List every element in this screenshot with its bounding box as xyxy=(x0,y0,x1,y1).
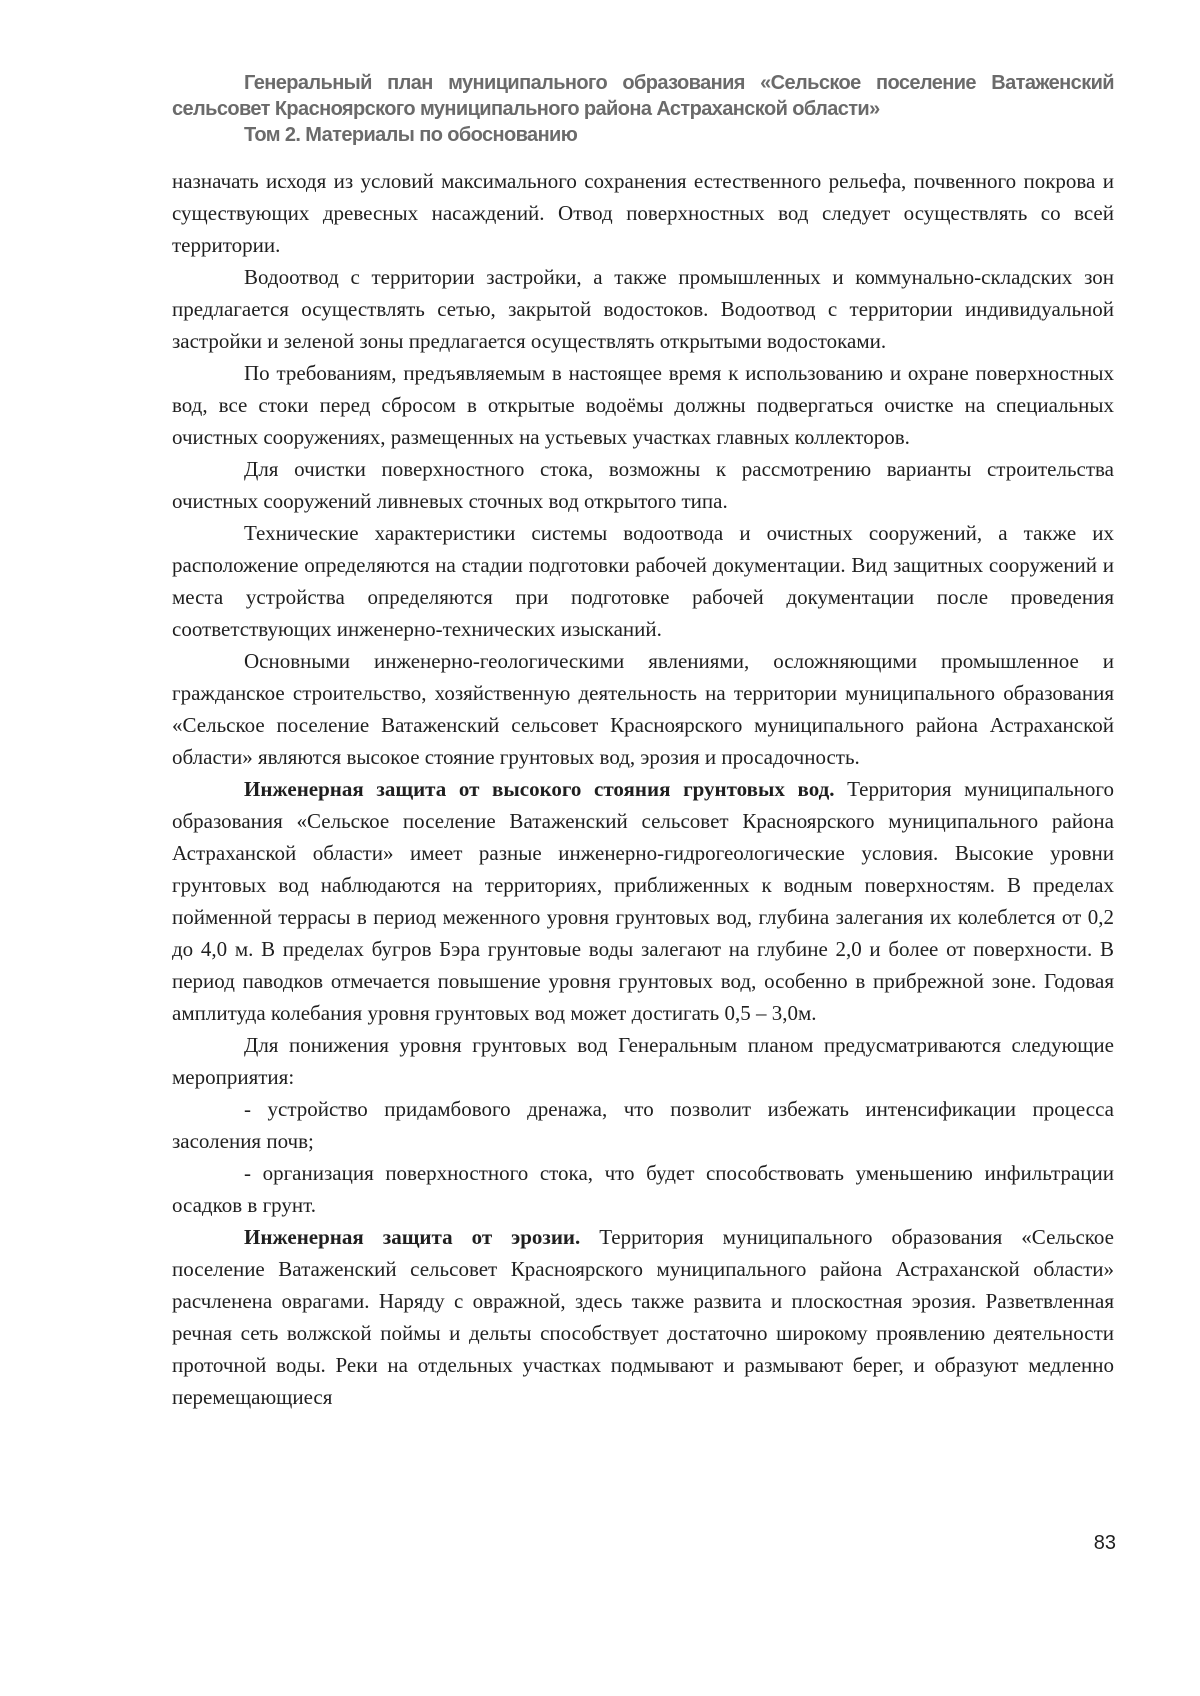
header-line-2: сельсовет Красноярского муниципального района Астраханской области» xyxy=(172,98,880,120)
paragraph xyxy=(172,165,1114,261)
paragraph xyxy=(172,453,1114,517)
paragraph-text: Для очистки поверхностного стока, возможны к рассмотрению варианты строительства очистных сооружений ливневых сточных вод открытого типа. xyxy=(172,457,1114,513)
paragraph-text: Территория муниципального образования «Сельское поселение Ватаженский сельсовет Красноярского муниципального района Астраханской области» имеет разные инженерно-гидрогеологические условия. Высокие уровни грунтовых вод наблюдаются на территориях, приближенных к водным поверхностям. В пределах пойменной террасы в период меженного уровня грунтовых вод, глубина залегания их колеблется от 0,2 до 4,0 м. В пределах бугров Бэра грунтовые воды залегают на глубине 2,0 и более от поверхности. В период паводков отмечается повышение уровня грунтовых вод, особенно в прибрежной зоне. Годовая амплитуда колебания уровня грунтовых вод может достигать 0,5 – 3,0м. xyxy=(172,777,1114,1025)
section-heading: Инженерная защита от высокого стояния грунтовых вод. xyxy=(244,777,835,801)
paragraph xyxy=(172,357,1114,453)
list-item xyxy=(172,1093,1114,1157)
page-number: 83 xyxy=(1093,1532,1116,1554)
section-heading: Инженерная защита от эрозии. xyxy=(244,1225,581,1249)
paragraph xyxy=(172,1029,1114,1093)
paragraph-text: Основными инженерно-геологическими явлениями, осложняющими промышленное и гражданское строительство, хозяйственную деятельность на территории муниципального образования «Сельское поселение Ватаженский сельсовет Красноярского муниципального района Астраханской области» являются высокое стояние грунтовых вод, эрозия и просадочность. xyxy=(172,649,1114,769)
paragraph xyxy=(172,645,1114,773)
paragraph-text: - организация поверхностного стока, что будет способствовать уменьшению инфильтрации осадков в грунт. xyxy=(172,1161,1114,1217)
paragraph xyxy=(172,1221,1114,1413)
paragraph-text: По требованиям, предъявляемым в настоящее время к использованию и охране поверхностных вод, все стоки перед сбросом в открытые водоёмы должны подвергаться очистке на специальных очистных сооружениях, размещенных на устьевых участках главных коллекторов. xyxy=(172,361,1114,449)
paragraph-text: Технические характеристики системы водоотвода и очистных сооружений, а также их расположение определяются на стадии подготовки рабочей документации. Вид защитных сооружений и места устройства определяются при подготовке рабочей документации после проведения соответствующих инженерно-технических изысканий. xyxy=(172,521,1114,641)
paragraph xyxy=(172,773,1114,1029)
running-header xyxy=(172,70,1114,148)
body-text xyxy=(172,165,1114,1413)
list-item xyxy=(172,1157,1114,1221)
paragraph xyxy=(172,517,1114,645)
header-volume-title: Том 2. Материалы по обоснованию xyxy=(244,124,578,146)
header-line-1: Генеральный план муниципального образования «Сельское поселение Ватаженский xyxy=(244,72,1114,94)
paragraph-text: Для понижения уровня грунтовых вод Генеральным планом предусматриваются следующие мероприятия: xyxy=(172,1033,1114,1089)
paragraph-text: Территория муниципального образования «Сельское поселение Ватаженский сельсовет Красноярского муниципального района Астраханской области» расчленена оврагами. Наряду с овражной, здесь также развита и плоскостная эрозия. Разветвленная речная сеть волжской поймы и дельты способствует достаточно широкому проявлению деятельности проточной воды. Реки на отдельных участках подмывают и размывают берег, и образуют медленно перемещающиеся xyxy=(172,1225,1114,1409)
paragraph xyxy=(172,261,1114,357)
paragraph-text: Водоотвод с территории застройки, а также промышленных и коммунально-складских зон предлагается осуществлять сетью, закрытой водостоков. Водоотвод с территории индивидуальной застройки и зеленой зоны предлагается осуществлять открытыми водостоками. xyxy=(172,265,1114,353)
paragraph-text: - устройство придамбового дренажа, что позволит избежать интенсификации процесса засоления почв; xyxy=(172,1097,1114,1153)
paragraph-text: назначать исходя из условий максимального сохранения естественного рельефа, почвенного покрова и существующих древесных насаждений. Отвод поверхностных вод следует осуществлять со всей территории. xyxy=(172,169,1114,257)
